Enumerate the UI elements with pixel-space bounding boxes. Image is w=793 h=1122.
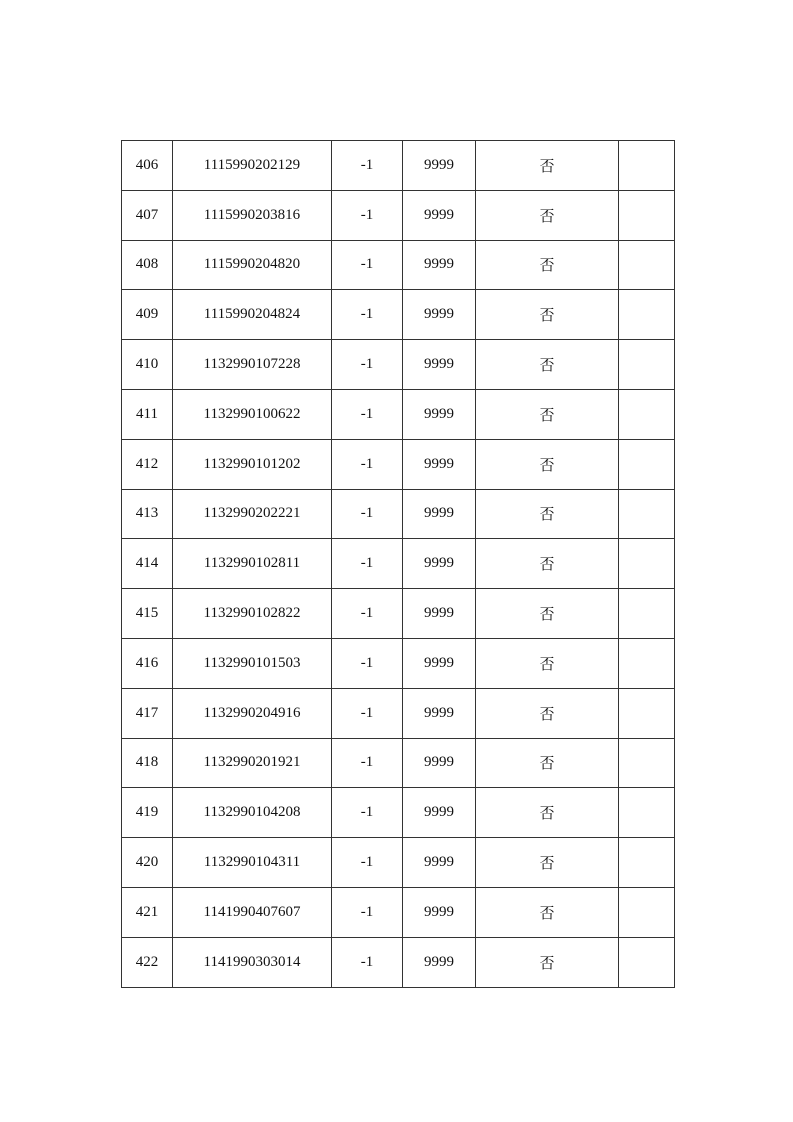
cell-flag: 否 [476, 887, 619, 937]
cell-note [619, 240, 675, 290]
table-row [122, 340, 675, 390]
table-row [122, 937, 675, 987]
cell-code: 1132990100622 [173, 389, 332, 439]
cell-rank: 9999 [403, 389, 476, 439]
cell-no: 416 [122, 638, 173, 688]
cell-rank: 9999 [403, 788, 476, 838]
table-row [122, 589, 675, 639]
cell-value: -1 [332, 887, 403, 937]
cell-note [619, 688, 675, 738]
cell-code: 1132990104311 [173, 838, 332, 888]
cell-flag: 否 [476, 489, 619, 539]
cell-rank: 9999 [403, 439, 476, 489]
cell-flag: 否 [476, 738, 619, 788]
cell-value: -1 [332, 141, 403, 191]
cell-flag: 否 [476, 290, 619, 340]
cell-code: 1132990102822 [173, 589, 332, 639]
cell-note [619, 539, 675, 589]
cell-no: 411 [122, 389, 173, 439]
table-row [122, 290, 675, 340]
cell-value: -1 [332, 738, 403, 788]
cell-rank: 9999 [403, 539, 476, 589]
cell-rank: 9999 [403, 838, 476, 888]
cell-note [619, 838, 675, 888]
cell-code: 1132990202221 [173, 489, 332, 539]
cell-note [619, 738, 675, 788]
cell-note [619, 340, 675, 390]
cell-value: -1 [332, 489, 403, 539]
cell-no: 413 [122, 489, 173, 539]
cell-rank: 9999 [403, 738, 476, 788]
cell-code: 1132990104208 [173, 788, 332, 838]
cell-note [619, 489, 675, 539]
data-table [121, 140, 675, 988]
table-row [122, 389, 675, 439]
cell-value: -1 [332, 190, 403, 240]
cell-code: 1115990204824 [173, 290, 332, 340]
cell-flag: 否 [476, 589, 619, 639]
cell-code: 1132990204916 [173, 688, 332, 738]
table-row [122, 887, 675, 937]
table-row [122, 738, 675, 788]
cell-value: -1 [332, 290, 403, 340]
cell-code: 1132990101503 [173, 638, 332, 688]
cell-code: 1141990407607 [173, 887, 332, 937]
cell-rank: 9999 [403, 340, 476, 390]
cell-code: 1115990203816 [173, 190, 332, 240]
cell-note [619, 887, 675, 937]
cell-note [619, 937, 675, 987]
cell-value: -1 [332, 240, 403, 290]
cell-code: 1132990201921 [173, 738, 332, 788]
cell-flag: 否 [476, 539, 619, 589]
cell-no: 421 [122, 887, 173, 937]
cell-code: 1115990204820 [173, 240, 332, 290]
cell-value: -1 [332, 389, 403, 439]
cell-note [619, 389, 675, 439]
cell-value: -1 [332, 638, 403, 688]
table-row [122, 439, 675, 489]
cell-no: 417 [122, 688, 173, 738]
cell-flag: 否 [476, 240, 619, 290]
cell-no: 406 [122, 141, 173, 191]
cell-flag: 否 [476, 937, 619, 987]
cell-note [619, 141, 675, 191]
cell-rank: 9999 [403, 688, 476, 738]
cell-flag: 否 [476, 340, 619, 390]
cell-rank: 9999 [403, 887, 476, 937]
table-row [122, 190, 675, 240]
table-row [122, 240, 675, 290]
cell-no: 419 [122, 788, 173, 838]
cell-note [619, 290, 675, 340]
cell-rank: 9999 [403, 937, 476, 987]
cell-code: 1141990303014 [173, 937, 332, 987]
cell-code: 1132990101202 [173, 439, 332, 489]
cell-flag: 否 [476, 439, 619, 489]
cell-note [619, 190, 675, 240]
cell-code: 1115990202129 [173, 141, 332, 191]
table-row [122, 838, 675, 888]
table-row [122, 539, 675, 589]
cell-rank: 9999 [403, 290, 476, 340]
table-row [122, 141, 675, 191]
table-row [122, 788, 675, 838]
cell-flag: 否 [476, 838, 619, 888]
cell-flag: 否 [476, 788, 619, 838]
cell-note [619, 439, 675, 489]
cell-flag: 否 [476, 638, 619, 688]
cell-value: -1 [332, 688, 403, 738]
cell-code: 1132990107228 [173, 340, 332, 390]
table-row [122, 638, 675, 688]
cell-flag: 否 [476, 190, 619, 240]
cell-value: -1 [332, 788, 403, 838]
cell-rank: 9999 [403, 240, 476, 290]
cell-no: 408 [122, 240, 173, 290]
cell-no: 412 [122, 439, 173, 489]
cell-value: -1 [332, 589, 403, 639]
cell-note [619, 589, 675, 639]
cell-value: -1 [332, 838, 403, 888]
cell-rank: 9999 [403, 141, 476, 191]
cell-flag: 否 [476, 688, 619, 738]
cell-no: 415 [122, 589, 173, 639]
cell-value: -1 [332, 439, 403, 489]
cell-flag: 否 [476, 389, 619, 439]
cell-note [619, 788, 675, 838]
cell-note [619, 638, 675, 688]
cell-no: 410 [122, 340, 173, 390]
cell-rank: 9999 [403, 190, 476, 240]
cell-rank: 9999 [403, 489, 476, 539]
cell-no: 418 [122, 738, 173, 788]
cell-no: 409 [122, 290, 173, 340]
cell-value: -1 [332, 539, 403, 589]
cell-code: 1132990102811 [173, 539, 332, 589]
cell-no: 420 [122, 838, 173, 888]
cell-no: 414 [122, 539, 173, 589]
cell-value: -1 [332, 937, 403, 987]
cell-no: 407 [122, 190, 173, 240]
cell-flag: 否 [476, 141, 619, 191]
cell-no: 422 [122, 937, 173, 987]
cell-value: -1 [332, 340, 403, 390]
cell-rank: 9999 [403, 638, 476, 688]
table-row [122, 688, 675, 738]
cell-rank: 9999 [403, 589, 476, 639]
table-row [122, 489, 675, 539]
